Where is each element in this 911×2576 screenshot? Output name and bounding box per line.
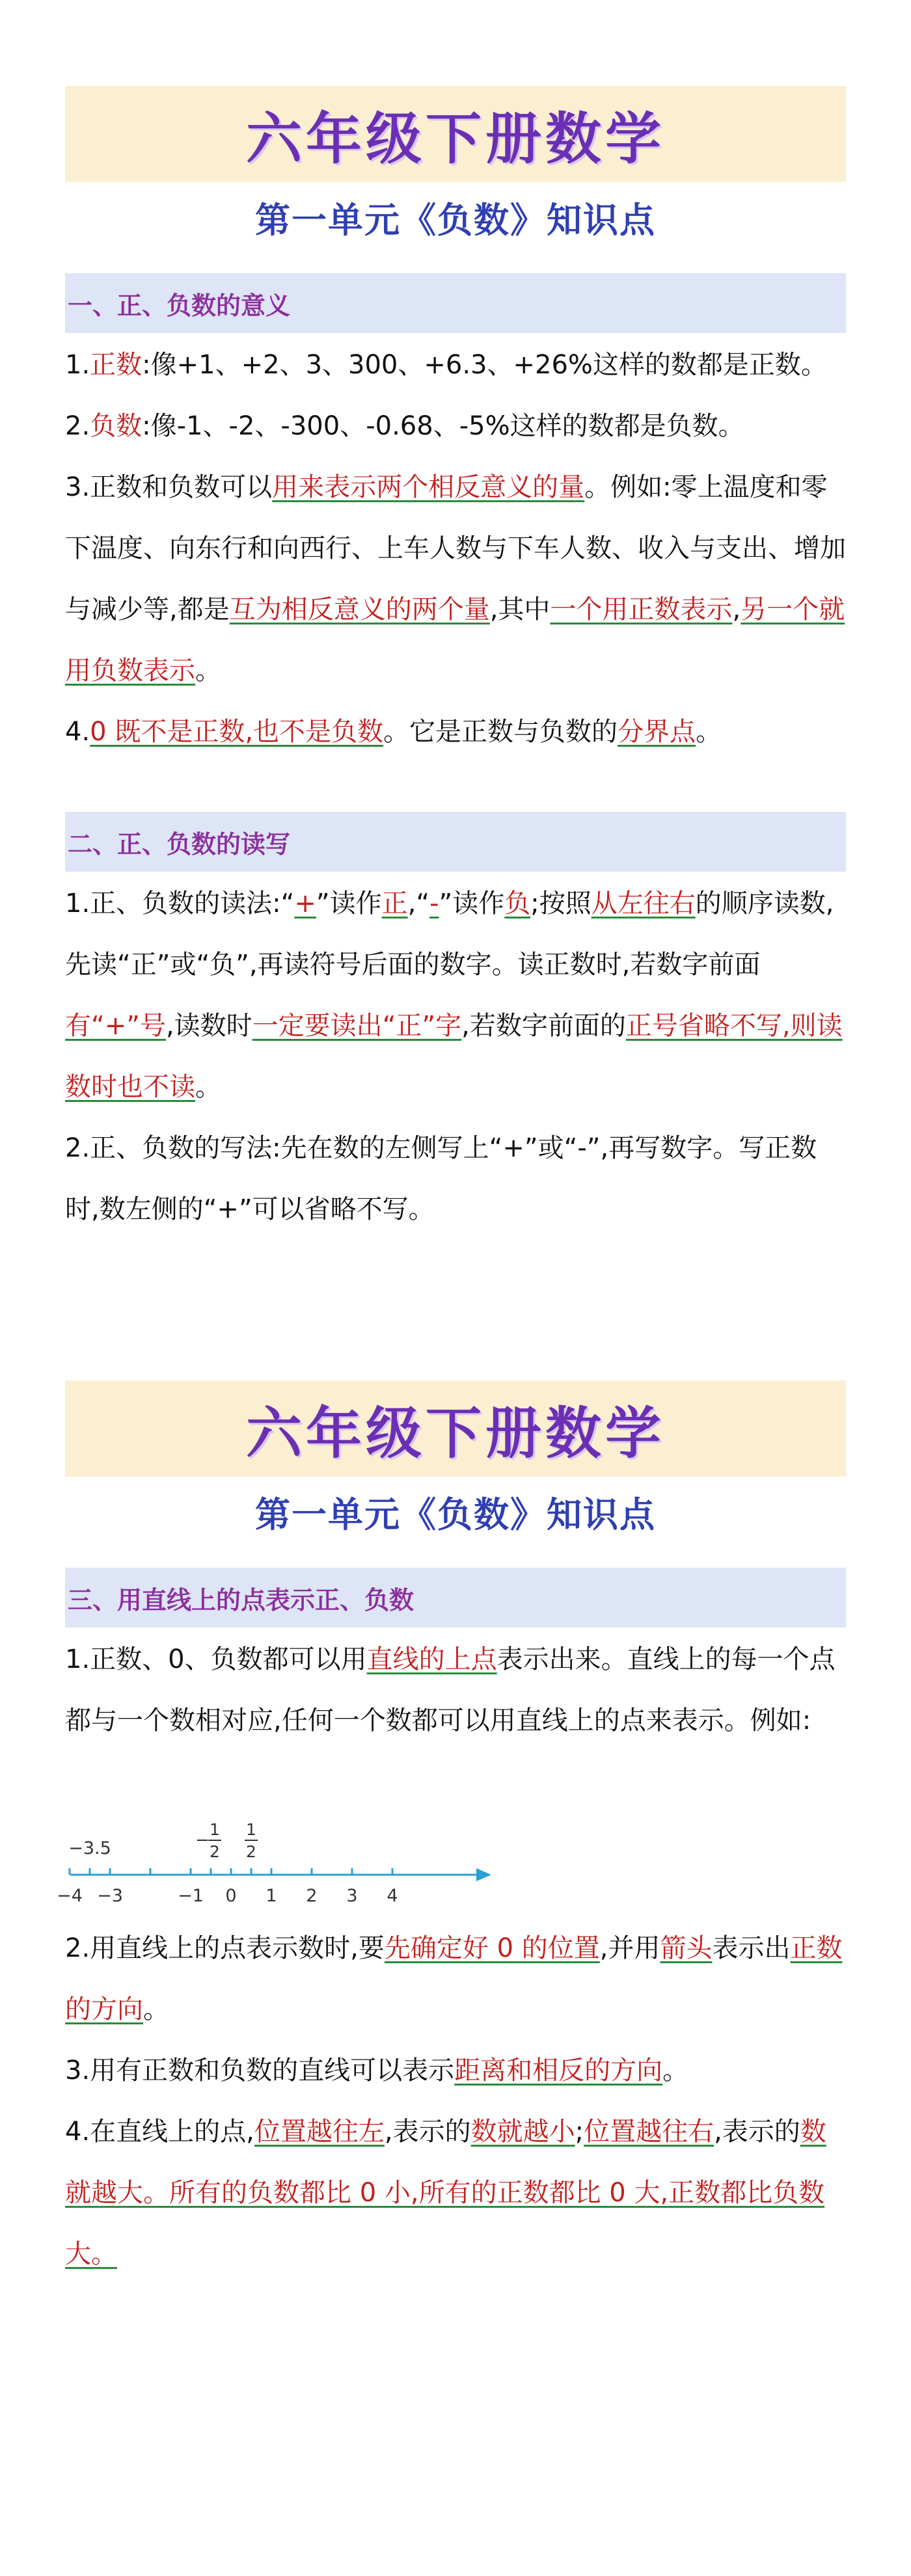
paragraph	[65, 1629, 846, 1751]
text: ,	[732, 595, 741, 624]
highlight: 距离和相反的方向	[454, 2056, 663, 2086]
paragraph	[65, 334, 846, 396]
paragraph	[65, 873, 846, 1118]
text: ,若数字前面的	[461, 1011, 626, 1041]
keyword: 负数	[90, 411, 143, 441]
section-heading-text: 二、正、负数的读写	[68, 829, 291, 859]
tick-label: 3	[346, 1886, 358, 1906]
text: 。	[195, 656, 221, 686]
text: 。	[696, 717, 722, 747]
text: 。	[195, 1072, 221, 1102]
section-heading-text: 三、用直线上的点表示正、负数	[68, 1585, 415, 1615]
page-title: 六年级下册数学	[246, 107, 665, 172]
text: 4.在直线上的点,	[65, 2117, 254, 2147]
text: 。	[662, 2056, 689, 2086]
fraction-sign: −	[195, 1831, 210, 1850]
highlight: -	[429, 889, 439, 919]
highlight: 负	[504, 889, 531, 919]
point-label: −3.5	[68, 1838, 111, 1858]
tick-label: −4	[57, 1886, 83, 1906]
text: ,其中	[489, 595, 551, 624]
text: 。	[143, 1994, 169, 2024]
page-subtitle: 第一单元《负数》知识点	[255, 1494, 656, 1535]
highlight: 位置越往右	[584, 2117, 714, 2147]
text: ”读作	[316, 889, 382, 919]
arrow-icon	[476, 1868, 491, 1881]
highlight: 。所有的负数都比 0 小,所有的正数都比 0 大,正数都比负数大。	[65, 2178, 825, 2269]
highlight: 互为相反意义的两个量	[229, 595, 490, 624]
fraction-denominator: 2	[246, 1842, 256, 1861]
fraction-numerator: 1	[210, 1820, 220, 1839]
highlight: 位置越往左	[254, 2117, 385, 2147]
text: 3.用有正数和负数的直线可以表示	[65, 2056, 455, 2086]
fraction-numerator: 1	[246, 1820, 256, 1839]
highlight: 正号省略不写,则读数时也不读	[65, 1011, 843, 1102]
keyword: 正数	[90, 350, 143, 380]
highlight: 正数的方向	[65, 1933, 843, 2024]
paragraph	[65, 1118, 846, 1240]
text: 。例如:零上温度和零下温度、向东行和向西行、上车人数与下车人数、收入与支出、增加与减少等,都是	[65, 472, 846, 624]
text: 表示出	[712, 1933, 791, 1963]
text: ,表示的	[714, 2117, 800, 2147]
page-subtitle: 第一单元《负数》知识点	[255, 200, 656, 241]
highlight: 先确定好 0 的位置	[384, 1933, 600, 1963]
text: 1.	[65, 350, 90, 380]
text: 2.	[65, 411, 90, 441]
text: :像+1、+2、3、300、+6.3、+26%这样的数都是正数。	[142, 350, 827, 380]
text: 。它是正数与负数的	[383, 717, 618, 747]
tick-label: −1	[178, 1886, 204, 1906]
highlight: 正	[381, 889, 408, 919]
highlight: 另一个就用负数表示	[65, 595, 845, 686]
highlight: 从左往右	[591, 889, 696, 919]
text: 的顺序读数,先读“正”或“负”,再读符号后面的数字。读正数时,若数字前面	[65, 889, 834, 980]
highlight: 数就越小	[470, 2117, 575, 2147]
text: ;按照	[530, 889, 591, 919]
text: ,表示的	[384, 2117, 471, 2147]
highlight: 用来表示两个相反意义的量	[272, 472, 585, 502]
highlight: 箭头	[660, 1933, 713, 1963]
tick-label-group	[57, 1886, 398, 1906]
section-heading-1	[65, 273, 846, 333]
highlight: 一定要读出“正”字	[252, 1011, 462, 1041]
text: ”读作	[439, 889, 505, 919]
page-title: 六年级下册数学	[246, 1401, 665, 1466]
point-label-group	[68, 1820, 258, 1861]
text: 1.正、负数的读法:“	[65, 889, 295, 919]
number-line-figure	[57, 1812, 508, 1909]
paragraph	[65, 2101, 846, 2285]
section-heading-text: 一、正、负数的意义	[68, 291, 291, 320]
highlight: 0 既不是正数,也不是负数	[90, 717, 384, 747]
paragraph	[65, 396, 846, 457]
highlight: 有“+”号	[65, 1011, 166, 1041]
tick-label: 1	[265, 1886, 277, 1906]
highlight: 一个用正数表示	[550, 595, 733, 624]
text: 2.用直线上的点表示数时,要	[65, 1933, 385, 1963]
text: ,并用	[599, 1933, 660, 1963]
paragraph	[65, 701, 846, 762]
text: ,“	[407, 889, 430, 919]
fraction-denominator: 2	[210, 1842, 220, 1861]
paragraph	[65, 1918, 846, 2040]
tick-label: −3	[97, 1886, 123, 1906]
tick-label: 4	[387, 1886, 398, 1906]
highlight: 数就越大	[65, 2117, 826, 2208]
text: 3.正数和负数可以	[65, 472, 273, 502]
text: :像-1、-2、-300、-0.68、-5%这样的数都是负数。	[142, 411, 744, 441]
section-heading-2	[65, 812, 846, 872]
tick-label: 2	[306, 1886, 318, 1906]
highlight: 直线的上点	[366, 1644, 497, 1674]
title-banner	[65, 86, 846, 182]
text: ,读数时	[165, 1011, 252, 1041]
section-heading-3	[65, 1568, 846, 1628]
text: ;	[575, 2117, 584, 2147]
text: 4.	[65, 717, 90, 747]
highlight: +	[294, 889, 316, 919]
text: 2.正、负数的写法:先在数的左侧写上“+”或“-”,再写数字。写正数时,数左侧的“+”可以省略不写。	[65, 1133, 817, 1224]
text: 表示出来。直线上的每一个点都与一个数相对应,任何一个数都可以用直线上的点来表示。例如:	[65, 1644, 836, 1736]
text: 1.正数、0、负数都可以用	[65, 1644, 367, 1674]
highlight: 分界点	[618, 717, 696, 747]
tick-label: 0	[225, 1886, 237, 1906]
paragraph	[65, 2040, 846, 2101]
paragraph	[65, 457, 846, 701]
title-banner	[65, 1380, 846, 1477]
